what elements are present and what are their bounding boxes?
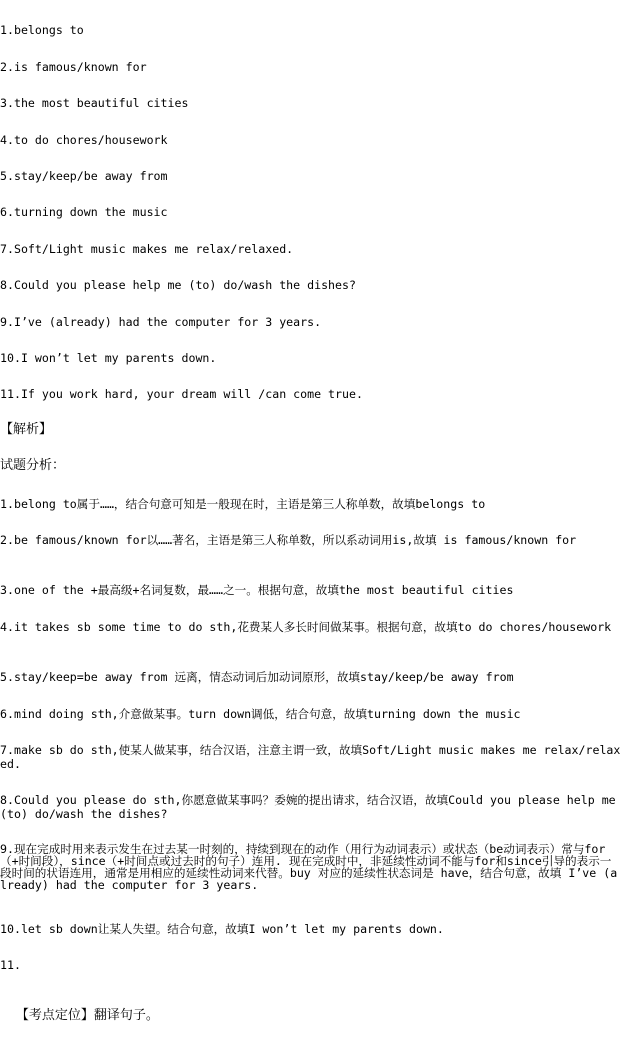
kaodian-line: [0, 994, 622, 1037]
answer-9: 9.I’ve (already) had the computer for 3 years.: [0, 315, 322, 329]
analysis-item-9: 9.现在完成时用来表示发生在过去某一时刻的，持续到现在的动作（用行为动词表示）或状态（be动词表示）常与for（+时间段），since（+时间点或过去时的句子）连用. 现在完成时中，非延续性动词不能与for和since引导的表示一段时间的状语连用，通常是用相应的延续性动词来代替。buy 对应的延续性状态词是 have，结合句意，故填 I’ve (already) had the computer for 3 years.: [0, 842, 618, 892]
analysis-item-1: 1.belong to属于……，结合句意可知是一般现在时，主语是第三人称单数，故填belongs to: [0, 497, 486, 511]
answer-11: 11.If you work hard, your dream will /can come true.: [0, 387, 363, 401]
answer-5: 5.stay/keep/be away from: [0, 169, 168, 183]
answer-10: 10.I won’t let my parents down.: [0, 351, 217, 365]
analysis-intro: 试题分析：: [0, 458, 66, 473]
answer-6: 6.turning down the music: [0, 205, 168, 219]
analysis-item-11: 11.: [0, 958, 21, 972]
analysis-item-5: 5.stay/keep=be away from 远离，情态动词后加动词原形，故填stay/keep/be away from: [0, 670, 514, 684]
analysis-item-3: 3.one of the +最高级+名词复数，最……之一。根据句意，故填the most beautiful cities: [0, 583, 514, 597]
analysis-item-10: 10.let sb down让某人失望。结合句意，故填I won’t let my parents down.: [0, 922, 444, 936]
answer-7: 7.Soft/Light music makes me relax/relaxed.: [0, 242, 294, 256]
analysis-item-7: 7.make sb do sth,使某人做某事，结合汉语，注意主谓一致，故填Soft/Light music makes me relax/relaxed.: [0, 743, 621, 771]
analysis-item-8: 8.Could you please do sth,你愿意做某事吗？委婉的提出请求，结合汉语，故填Could you please help me (to) do/wash the dishes?: [0, 793, 623, 821]
answer-1: 1.belongs to: [0, 23, 84, 37]
analysis-heading: 【解析】: [0, 422, 53, 437]
answer-4: 4.to do chores/housework: [0, 133, 168, 147]
analysis-item-4: 4.it takes sb some time to do sth,花费某人多长时间做某事。根据句意，故填to do chores/housework: [0, 620, 612, 634]
kaodian-text: 翻译句子。: [93, 1008, 159, 1023]
answer-3: 3.the most beautiful cities: [0, 96, 189, 110]
kaodian-heading: 【考点定位】: [15, 1008, 94, 1023]
analysis-item-2: 2.be famous/known for以……著名，主语是第三人称单数，所以系动词用is,故填 is famous/known for: [0, 533, 577, 547]
analysis-item-6: 6.mind doing sth,介意做某事。turn down调低，结合句意，故填turning down the music: [0, 707, 521, 721]
answer-8: 8.Could you please help me (to) do/wash the dishes?: [0, 278, 356, 292]
answer-2: 2.is famous/known for: [0, 60, 147, 74]
